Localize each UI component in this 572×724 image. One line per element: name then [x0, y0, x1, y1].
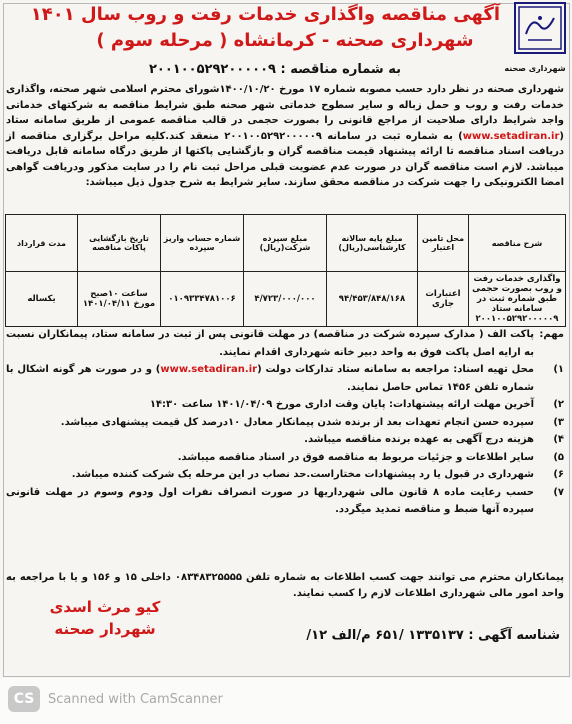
note-item-5 [6, 449, 564, 467]
notes-section [6, 326, 564, 519]
table-header: مدت قرارداد [6, 215, 78, 272]
intro-text-2: ) به شماره ثبت در سامانه ۲۰۰۱۰۰۵۲۹۲۰۰۰۰۰۹ منعقد کند.کلیه مراحل برگزاری مناقصه از دریافت اسناد مناقصه تا ارائه پیشنهاد قیمت مناقصه گران و بازگشایی پاکتها از طریق درگاه سامانه قابل دریافت میباشد. لازم است مناقصه گران در صورت عدم عضویت قبلی مراحل ثبت نام را در سایت مذکور ودریافت گواهی امضا الکترونیکی را جهت شرکت در مناقصه محقق سازند. سایر شرایط به شرح جدول ذیل میباشد: [6, 130, 564, 188]
note-text-a: محل تهیه اسناد: مراجعه به سامانه ستاد تدارکات دولت ( [257, 364, 534, 375]
table-cell: ۰۱۰۹۳۳۴۷۸۱۰۰۶ [161, 272, 244, 327]
tender-table [5, 214, 566, 327]
setadiran-link-2[interactable]: www.setadiran.ir [160, 364, 258, 375]
table-cell: ساعت ۱۰صبح مورخ ۱۴۰۱/۰۴/۱۱ [78, 272, 161, 327]
note-item-3 [6, 414, 564, 432]
note-text: سپرده حسن انجام تعهدات بعد از برنده شدن پیمانکار معادل ۱۰درصد کل قیمت پیشنهادی میباشد. [60, 416, 534, 428]
setadiran-link[interactable]: www.setadiran.ir [462, 130, 560, 142]
municipality-logo [514, 2, 566, 54]
note-label: مهم: [539, 329, 564, 340]
note-item-1 [6, 361, 564, 396]
note-number: ۱) [553, 364, 564, 375]
note-number: ۵) [553, 451, 564, 463]
note-text: پاکت الف ( مدارک سپرده شرکت در مناقصه) در مهلت قانونی پس از ثبت در سامانه ستاد، پیمانکاران نسبت به ارایه اصل پاکت فوق به واحد دبیر خانه شهرداری اقدام نمایند. [6, 329, 534, 358]
note-text: هزینه درج آگهی به عهده برنده مناقصه میباشد. [304, 434, 534, 445]
table-cell: واگذاری خدمات رفت و روب بصورت حجمی طبق شماره ثبت در سامانه ستاد ۲۰۰۱۰۰۵۲۹۲۰۰۰۰۰۹ [469, 272, 566, 327]
note-text: شهرداری در قبول یا رد پیشنهادات مختاراست.حد نصاب در این مرحله یک شرکت کننده میباشد. [71, 469, 534, 480]
table-header: شرح مناقصه [469, 215, 566, 272]
table-cell: ۹۴/۴۵۳/۸۴۸/۱۶۸ [327, 272, 418, 327]
signer-name: کیو مرث اسدی [49, 598, 161, 616]
table-cell: اعتبارات جاری [418, 272, 469, 327]
table-row [6, 272, 566, 327]
ad-identifier: شناسه آگهی : ۱۳۳۵۱۳۷ /۶۵۱ م/الف ۱۲/ [306, 628, 560, 643]
intro-paragraph [6, 82, 564, 191]
table-header: محل تامین اعتبار [418, 215, 469, 272]
table-header: مبلغ سپرده شرکت(ریال) [244, 215, 327, 272]
table-header: مبلغ پایه سالانه کارشناسی(ریال) [327, 215, 418, 272]
camscanner-watermark: Scanned with CamScanner [48, 692, 223, 707]
announcement-title: آگهی مناقصه واگذاری خدمات رفت و روب سال ۱۴۰۱ [30, 4, 500, 25]
note-text: سایر اطلاعات و جزئیات مربوط به مناقصه فوق در اسناد مناقصه میباشد. [177, 451, 534, 463]
note-number: ۲) [553, 399, 564, 410]
note-number: ۶) [553, 469, 564, 480]
note-text: حسب رعایت ماده ۸ قانون مالی شهرداریها در صورت انصراف نفرات اول ودوم وسوم در مهلت قانونی سپرده آنها ضبط و مناقصه تمدید میگردد. [6, 486, 535, 515]
note-text: آخرین مهلت ارائه پیشنهادات: پایان وقت اداری مورخ ۱۴۰۱/۰۴/۰۹ ساعت ۱۴:۳۰ [149, 399, 534, 410]
signer-role: شهردار صحنه [54, 620, 156, 638]
table-header-row [6, 215, 566, 272]
note-item-4 [6, 431, 564, 449]
tender-number: به شماره مناقصه : ۲۰۰۱۰۰۵۲۹۲۰۰۰۰۰۹ [148, 62, 401, 77]
announcement-subtitle: شهرداری صحنه - کرمانشاه ( مرحله سوم ) [96, 30, 474, 51]
table-header: شماره حساب واریز سپرده [161, 215, 244, 272]
note-number: ۷) [553, 486, 564, 498]
signature-block [40, 596, 170, 640]
camscanner-logo: CS [8, 686, 40, 712]
intro-text-1: شهرداری صحنه در نظر دارد حسب مصوبه شماره ۱۷ مورخ ۱۴۰۰/۱۰/۲۰شورای محترم اسلامی شهر صحنه، واگذاری خدمات رفت و روب و حمل زباله و سایر سطوح خدماتی شهر صحنه طبق شرایط مناقصه به شرکتهای خدماتی واجد شرایط دارای صلاحیت از مراجع قانونی را بصورت حجمی در قالب مناقصه عمومی از طریق سامانه ستاد ( [6, 84, 564, 142]
note-number: ۳) [553, 416, 564, 428]
note-number: ۴) [553, 434, 564, 445]
table-cell: یکساله [6, 272, 78, 327]
note-item-2 [6, 396, 564, 414]
contact-paragraph: پیمانکاران محترم می توانند جهت کسب اطلاعات به شماره تلفن ۰۸۳۴۸۳۲۵۵۵۵ داخلی ۱۵ و ۱۵۶ و یا با مراجعه به واحد امور مالی شهرداری اطلاعات لازم را کسب نمایند. [6, 572, 564, 599]
table-cell: ۴/۷۲۳/۰۰۰/۰۰۰ [244, 272, 327, 327]
note-text-b: ) و در صورت هر گونه اشکال با شماره تلفن ۱۴۵۶ تماس حاصل نمایند. [6, 364, 534, 393]
note-item-7 [6, 484, 564, 519]
note-item-6 [6, 466, 564, 484]
note-text [6, 361, 534, 396]
note-important [6, 326, 564, 361]
table-header: تاریخ بازگشایی پاکات مناقصه [78, 215, 161, 272]
logo-caption: شهرداری صحنه [504, 64, 566, 73]
